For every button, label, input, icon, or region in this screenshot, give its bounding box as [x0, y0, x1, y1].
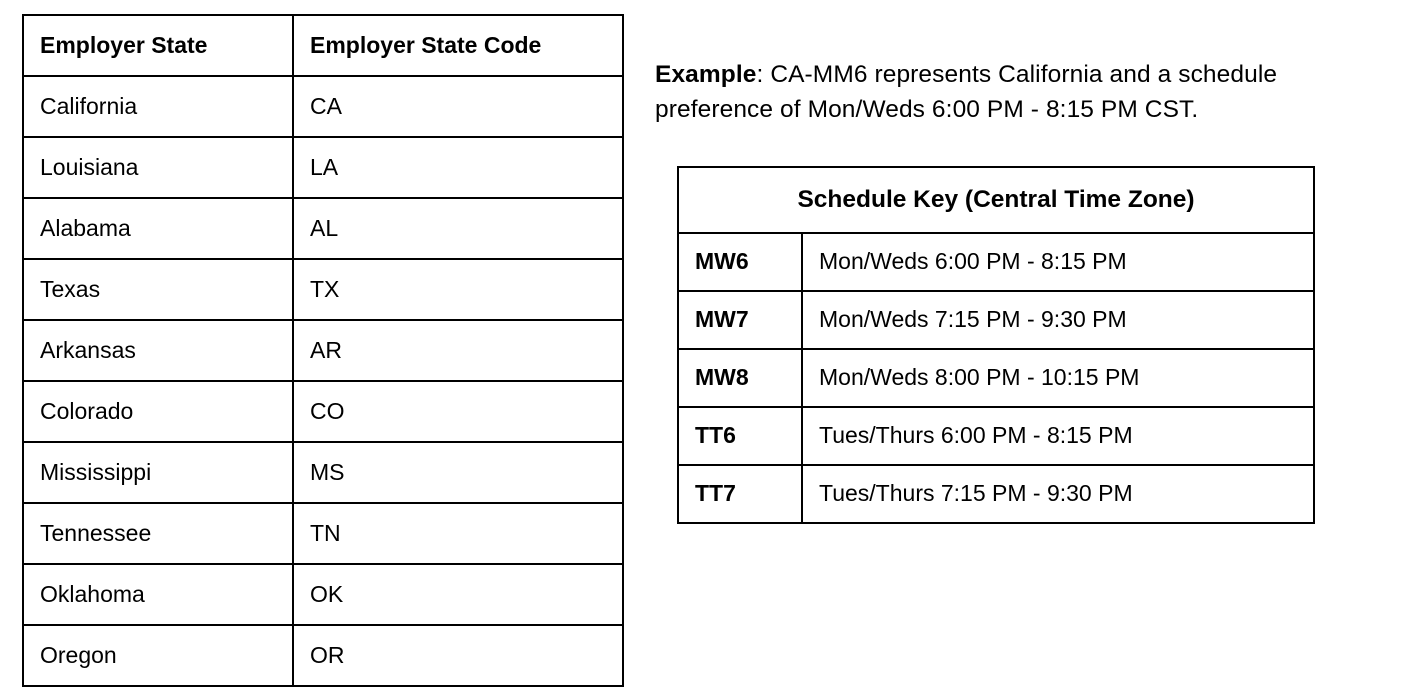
table-row: [678, 291, 1314, 349]
cell-state-name: Alabama: [23, 198, 293, 259]
cell-schedule-code: MW7: [678, 291, 802, 349]
cell-schedule-code: TT6: [678, 407, 802, 465]
schedule-key-title: Schedule Key (Central Time Zone): [678, 167, 1314, 233]
table-row: [23, 625, 623, 686]
right-column: [655, 58, 1375, 524]
cell-state-code: AR: [293, 320, 623, 381]
table-row: [23, 259, 623, 320]
table-row: [23, 564, 623, 625]
employer-state-table: [22, 14, 624, 687]
cell-state-name: Oregon: [23, 625, 293, 686]
table-row: [678, 407, 1314, 465]
cell-schedule-time: Tues/Thurs 6:00 PM - 8:15 PM: [802, 407, 1314, 465]
table-row: [23, 137, 623, 198]
cell-state-code: CA: [293, 76, 623, 137]
example-text: CA-MM6 represents California and a schedule preference of Mon/Weds 6:00 PM - 8:15 PM CST.: [655, 61, 1278, 123]
cell-schedule-code: TT7: [678, 465, 802, 523]
employer-state-table-container: [22, 14, 624, 687]
example-separator: :: [756, 61, 771, 88]
cell-state-code: OK: [293, 564, 623, 625]
cell-state-name: Tennessee: [23, 503, 293, 564]
example-paragraph: [655, 58, 1355, 128]
cell-state-name: Mississippi: [23, 442, 293, 503]
cell-schedule-time: Mon/Weds 8:00 PM - 10:15 PM: [802, 349, 1314, 407]
cell-state-name: Oklahoma: [23, 564, 293, 625]
cell-schedule-time: Mon/Weds 7:15 PM - 9:30 PM: [802, 291, 1314, 349]
table-row: [678, 233, 1314, 291]
cell-schedule-time: Mon/Weds 6:00 PM - 8:15 PM: [802, 233, 1314, 291]
cell-state-code: CO: [293, 381, 623, 442]
cell-state-name: Arkansas: [23, 320, 293, 381]
table-row: [23, 442, 623, 503]
cell-state-code: TN: [293, 503, 623, 564]
table-row: [678, 465, 1314, 523]
example-label: Example: [655, 61, 757, 88]
cell-state-code: TX: [293, 259, 623, 320]
table-row: [23, 320, 623, 381]
table-row: [23, 76, 623, 137]
cell-schedule-code: MW6: [678, 233, 802, 291]
cell-state-code: LA: [293, 137, 623, 198]
column-header-employer-state: Employer State: [23, 15, 293, 76]
table-row: [678, 349, 1314, 407]
table-row: [23, 503, 623, 564]
table-header-row: [23, 15, 623, 76]
table-row: [23, 381, 623, 442]
cell-state-name: Colorado: [23, 381, 293, 442]
cell-state-name: California: [23, 76, 293, 137]
column-header-employer-state-code: Employer State Code: [293, 15, 623, 76]
cell-state-code: AL: [293, 198, 623, 259]
cell-state-name: Louisiana: [23, 137, 293, 198]
table-row: [23, 198, 623, 259]
cell-state-name: Texas: [23, 259, 293, 320]
cell-schedule-code: MW8: [678, 349, 802, 407]
schedule-key-table-container: [677, 166, 1315, 524]
cell-state-code: MS: [293, 442, 623, 503]
schedule-header-row: [678, 167, 1314, 233]
cell-schedule-time: Tues/Thurs 7:15 PM - 9:30 PM: [802, 465, 1314, 523]
cell-state-code: OR: [293, 625, 623, 686]
schedule-key-table: [677, 166, 1315, 524]
